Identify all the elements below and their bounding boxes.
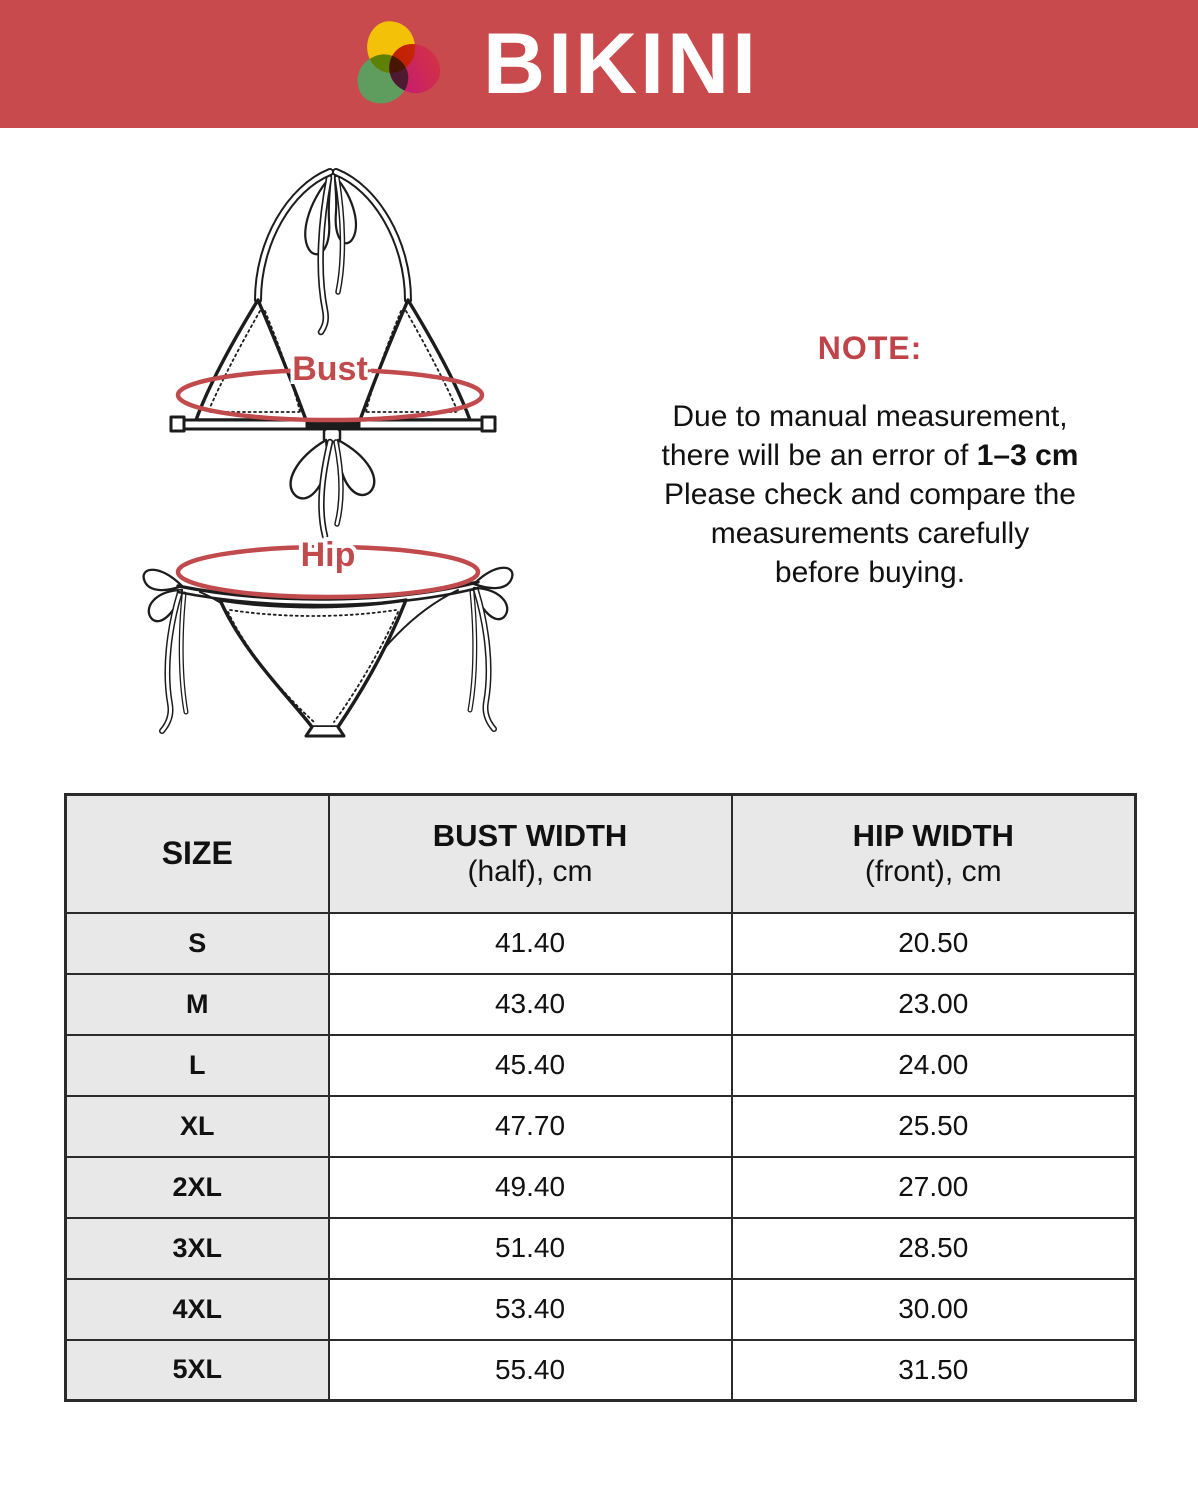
- table-row: [66, 1157, 1136, 1218]
- note-body: [620, 397, 1120, 592]
- note-line-3: Please check and compare the: [664, 478, 1076, 511]
- col-header-bust: [329, 795, 732, 913]
- hip-cell: 30.00: [732, 1279, 1136, 1340]
- note-line-2: there will be an error of: [661, 439, 977, 472]
- table-header-row: [66, 795, 1136, 913]
- note-line-1: Due to manual measurement,: [672, 400, 1068, 433]
- hip-cell: 24.00: [732, 1035, 1136, 1096]
- table-row: [66, 1096, 1136, 1157]
- bust-cell: 51.40: [329, 1218, 732, 1279]
- bust-label: Bust: [292, 350, 368, 388]
- bikini-top-drawing: [138, 158, 578, 578]
- brand: [355, 18, 759, 110]
- bust-cell: 41.40: [329, 913, 732, 974]
- hip-header-title: HIP WIDTH: [852, 817, 1014, 853]
- hip-cell: 28.50: [732, 1218, 1136, 1279]
- col-header-hip: [732, 795, 1136, 913]
- table-row: [66, 1218, 1136, 1279]
- bust-header-sub: (half), cm: [467, 854, 593, 888]
- bust-cell: 45.40: [329, 1035, 732, 1096]
- size-cell: 4XL: [66, 1279, 329, 1340]
- hip-cell: 27.00: [732, 1157, 1136, 1218]
- table-row: [66, 1340, 1136, 1401]
- bikini-bottom-drawing: [138, 528, 588, 783]
- note-heading: NOTE:: [817, 330, 923, 366]
- note-line-4: measurements carefully: [710, 517, 1030, 550]
- hip-cell: 25.50: [732, 1096, 1136, 1157]
- size-cell: XL: [66, 1096, 329, 1157]
- note-tolerance: 1–3 cm: [976, 439, 1079, 472]
- col-header-size: SIZE: [66, 795, 329, 913]
- size-table: [64, 793, 1137, 1402]
- size-cell: 2XL: [66, 1157, 329, 1218]
- hip-cell: 31.50: [732, 1340, 1136, 1401]
- table-row: [66, 913, 1136, 974]
- table-row: [66, 974, 1136, 1035]
- bust-cell: 53.40: [329, 1279, 732, 1340]
- table-row: [66, 1279, 1136, 1340]
- table-row: [66, 1035, 1136, 1096]
- note-line-5: before buying.: [774, 556, 966, 589]
- brand-title: BIKINI: [483, 16, 759, 112]
- hip-header-sub: (front), cm: [864, 854, 1002, 888]
- bust-header-title: BUST WIDTH: [432, 817, 628, 853]
- hip-cell: 23.00: [732, 974, 1136, 1035]
- size-cell: 3XL: [66, 1218, 329, 1279]
- tri-petal-logo-icon: [355, 18, 447, 110]
- size-cell: L: [66, 1035, 329, 1096]
- size-cell: S: [66, 913, 329, 974]
- bust-cell: 43.40: [329, 974, 732, 1035]
- bust-cell: 47.70: [329, 1096, 732, 1157]
- size-cell: 5XL: [66, 1340, 329, 1401]
- size-cell: M: [66, 974, 329, 1035]
- header-banner: [0, 0, 1198, 128]
- hip-cell: 20.50: [732, 913, 1136, 974]
- note-block: [620, 330, 1120, 592]
- bust-cell: 49.40: [329, 1157, 732, 1218]
- bust-cell: 55.40: [329, 1340, 732, 1401]
- hip-label: Hip: [300, 536, 356, 574]
